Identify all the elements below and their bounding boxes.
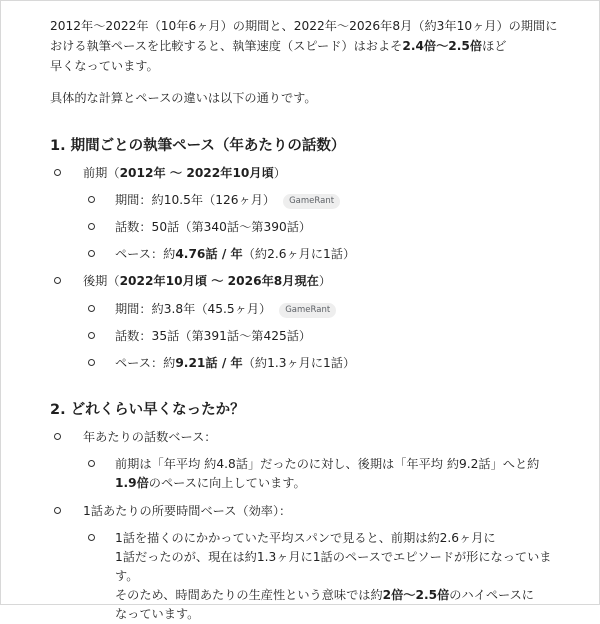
bullet-icon	[54, 169, 61, 176]
yearly-detail-line-1: 前期は「年平均 約4.8話」だったのに対し、後期は「年平均 約9.2話」へと約	[115, 457, 540, 471]
late-pace-prefix: ペース：約	[115, 356, 176, 370]
late-pace-value: 9.21話 / 年	[175, 356, 243, 370]
early-duration-wrap	[115, 191, 340, 209]
early-pace-prefix: ペース：約	[115, 247, 176, 261]
source-chip-gamerant[interactable]: GameRant	[279, 303, 336, 318]
bullet-icon	[88, 460, 95, 467]
bullet-icon	[54, 277, 61, 284]
section-2-heading: 2. どれくらい早くなったか？	[50, 402, 245, 418]
bullet-icon	[88, 359, 95, 366]
early-label-suffix: ）	[273, 166, 286, 180]
per-episode-label-rest: あたりの所要時間ベース（効率）：	[102, 504, 292, 518]
intro-ratio-bold: 2.4倍〜2.5倍	[402, 39, 483, 53]
yearly-detail-suffix: のペースに向上しています。	[148, 476, 306, 490]
bullet-icon	[88, 305, 95, 312]
bullet-icon	[88, 196, 95, 203]
section-1-heading: 1. 期間ごとの執筆ペース（年あたりの話数）	[50, 138, 346, 154]
per-episode-line-4: なっています。	[115, 607, 200, 621]
intro-line-2	[50, 36, 557, 56]
early-pace-value: 4.76話 / 年	[175, 247, 243, 261]
intro-line-1: 2012年〜2022年（10年6ヶ月）の期間と、2022年〜2026年8月（約3年10ヶ月）の期間に	[50, 19, 558, 33]
bullet-icon	[88, 332, 95, 339]
yearly-detail-line-2	[115, 474, 555, 493]
yearly-basis-label: 年あたりの話数ベース：	[83, 430, 217, 444]
per-episode-line-2: 1話だったのが、現在は約1.3ヶ月に1話のペースでエピソードが形になっています。	[115, 550, 552, 583]
late-duration-wrap	[115, 300, 336, 318]
bullet-icon	[88, 250, 95, 257]
intro-line-3: 早くなっています。	[50, 59, 159, 73]
bullet-icon	[54, 507, 61, 514]
early-label-range: 2012年 〜 2022年10月頃	[119, 166, 274, 180]
yearly-detail-text	[115, 455, 555, 493]
intro-line-2-text: おける執筆ペースを比較すると、執筆速度（スピード）はおよそ	[50, 39, 403, 53]
per-episode-ratio-bold: 2倍〜2.5倍	[382, 588, 450, 602]
bullet-icon	[88, 223, 95, 230]
source-chip-gamerant[interactable]: GameRant	[283, 194, 340, 209]
early-label-prefix: 前期（	[83, 166, 120, 180]
per-episode-line-1: 1話を描くのにかかっていた平均スパンで見ると、前期は約2.6ヶ月に	[115, 531, 496, 545]
late-label-suffix: ）	[318, 274, 332, 288]
per-episode-line-3	[115, 586, 565, 605]
per-episode-label-prefix: 1話	[83, 504, 103, 518]
early-period-label	[83, 164, 286, 182]
early-duration-text: 期間：約10.5年（126ヶ月）	[115, 193, 276, 207]
yearly-ratio-bold: 1.9倍	[115, 476, 149, 490]
late-pace-wrap	[115, 354, 355, 372]
late-duration-text: 期間：約3.8年（45.5ヶ月）	[115, 302, 272, 316]
per-episode-detail-text	[115, 529, 565, 624]
early-pace-note: （約2.6ヶ月に1話）	[242, 247, 356, 261]
late-pace-note: （約1.3ヶ月に1話）	[242, 356, 356, 370]
early-episodes-text: 話数：50話（第340話〜第390話）	[115, 220, 312, 234]
late-label-range: 2022年10月頃 〜 2026年8月現在	[119, 274, 319, 288]
per-episode-line-3-prefix: そのため、時間あたりの生産性という意味では約	[115, 588, 383, 602]
per-episode-label	[83, 502, 291, 520]
per-episode-line-3-suffix: のハイペースに	[449, 588, 534, 602]
late-episodes-text: 話数：35話（第391話〜第425話）	[115, 329, 312, 343]
intro-paragraph	[50, 16, 557, 76]
early-pace-wrap	[115, 245, 355, 263]
late-period-label	[83, 272, 331, 290]
intro-summary: 具体的な計算とペースの違いは以下の通りです。	[50, 91, 317, 105]
bullet-icon	[54, 433, 61, 440]
intro-line-2-suffix: ほど	[482, 39, 507, 53]
late-label-prefix: 後期（	[83, 274, 120, 288]
bullet-icon	[88, 534, 95, 541]
